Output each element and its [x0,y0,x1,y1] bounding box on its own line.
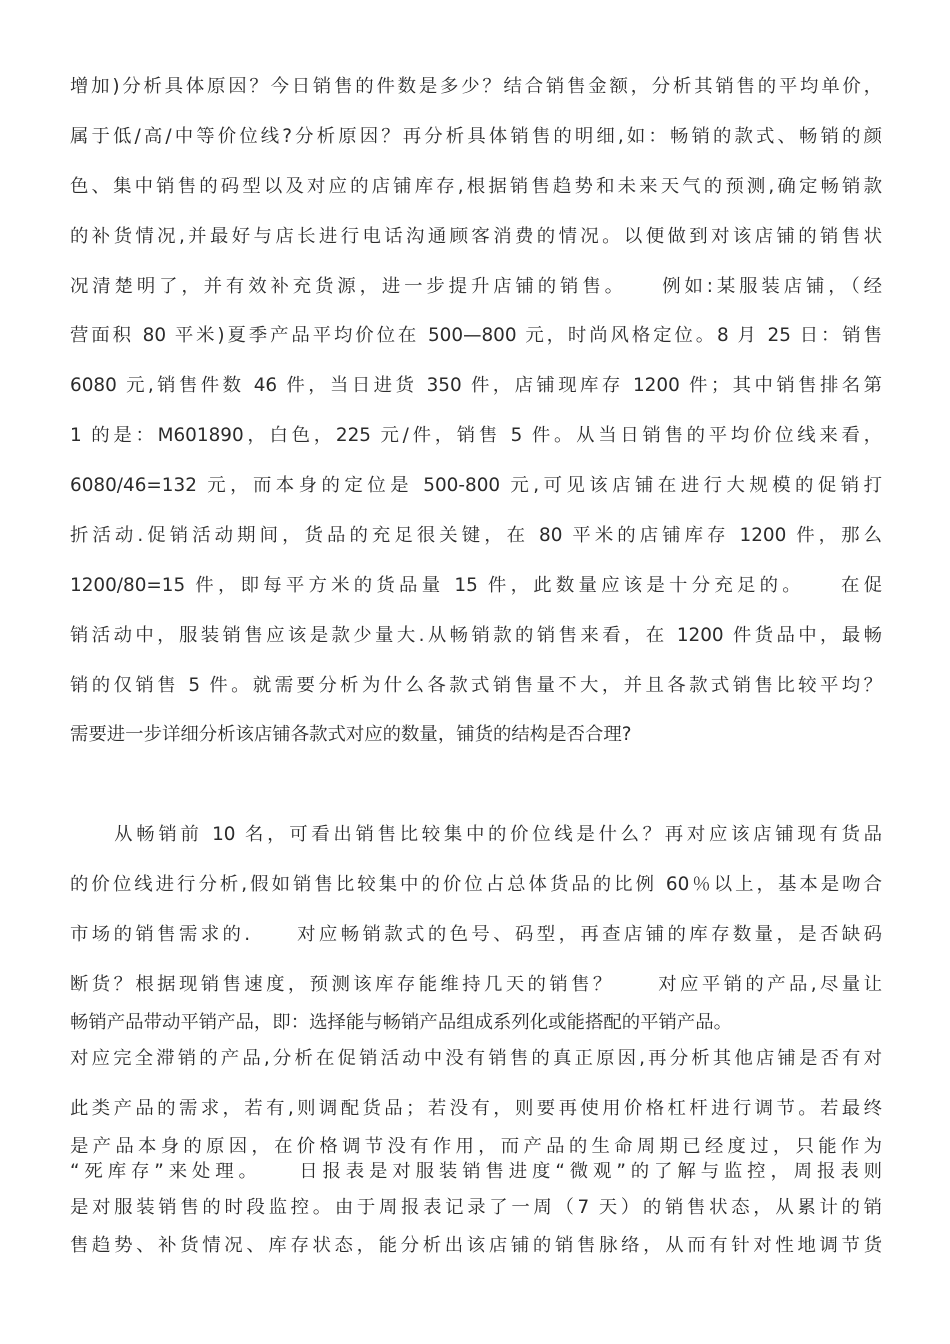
text-line: 1200/80=15 件，即每平方米的货品量 15 件，此数量应该是十分充足的。 在促 [70,575,882,596]
text-line: 色、集中销售的码型以及对应的店铺库存,根据销售趋势和未来天气的预测,确定畅销款 [70,176,882,197]
text-line: 断货？根据现销售速度，预测该库存能维持几天的销售？ 对应平销的产品,尽量让 [70,974,882,995]
text-line: 销活动中，服装销售应该是款少量大.从畅销款的销售来看，在 1200 件货品中，最畅 [70,625,882,646]
text-line: 需要进一步详细分析该店铺各款式对应的数量，铺货的结构是否合理? [70,724,632,745]
text-line: 对应完全滞销的产品,分析在促销活动中没有销售的真正原因,再分析其他店铺是否有对 [70,1048,882,1069]
text-line: 况清楚明了，并有效补充货源，进一步提升店铺的销售。 例如:某服装店铺，（经 [70,276,882,297]
text-line: 是产品本身的原因，在价格调节没有作用，而产品的生命周期已经度过，只能作为 [70,1136,882,1157]
text-line: 是对服装销售的时段监控。由于周报表记录了一周（7 天）的销售状态，从累计的销 [70,1197,882,1218]
text-line: 销的仅销售 5 件。就需要分析为什么各款式销售量不大，并且各款式销售比较平均？ [70,675,882,696]
text-line: 畅销产品带动平销产品，即：选择能与畅销产品组成系列化或能搭配的平销产品。 [70,1012,733,1033]
text-line: 1 的是：M601890，白色，225 元/件，销售 5 件。从当日销售的平均价位线来看， [70,425,882,446]
text-line: 此类产品的需求，若有,则调配货品；若没有，则要再使用价格杠杆进行调节。若最终 [70,1098,882,1119]
text-line: 6080 元,销售件数 46 件，当日进货 350 件，店铺现库存 1200 件；其中销售排名第 [70,375,882,396]
text-line: 营面积 80 平米)夏季产品平均价位在 500—800 元，时尚风格定位。8 月 25 日：销售 [70,325,882,346]
text-line: “死库存”来处理。 日报表是对服装销售进度“微观”的了解与监控，周报表则 [70,1161,882,1182]
text-line: 属于低/高/中等价位线?分析原因？再分析具体销售的明细,如：畅销的款式、畅销的颜 [70,126,882,147]
text-line: 6080/46=132 元，而本身的定位是 500-800 元,可见该店铺在进行大规模的促销打 [70,475,882,496]
text-line: 的补货情况,并最好与店长进行电话沟通顾客消费的情况。以便做到对该店铺的销售状 [70,226,882,247]
text-line: 的价位线进行分析,假如销售比较集中的价位占总体货品的比例 60％以上，基本是吻合 [70,874,882,895]
text-line: 售趋势、补货情况、库存状态，能分析出该店铺的销售脉络，从而有针对性地调节货 [70,1235,882,1256]
text-line: 从畅销前 10 名，可看出销售比较集中的价位线是什么？再对应该店铺现有货品 [70,824,882,845]
text-line: 折活动.促销活动期间，货品的充足很关键，在 80 平米的店铺库存 1200 件，那么 [70,525,882,546]
text-line: 增加)分析具体原因？今日销售的件数是多少？结合销售金额，分析其销售的平均单价， [70,76,882,97]
text-line: 市场的销售需求的. 对应畅销款式的色号、码型，再查店铺的库存数量，是否缺码 [70,924,882,945]
